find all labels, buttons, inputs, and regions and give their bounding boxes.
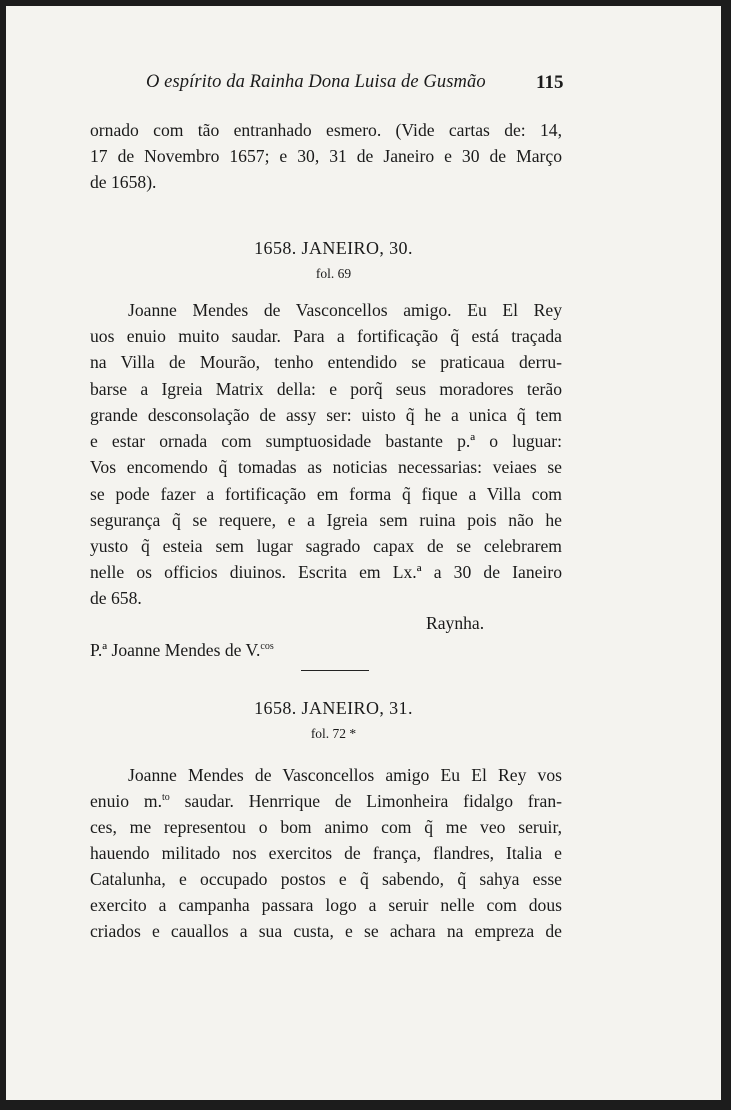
letter-line: criados e cauallos a sua custa, e se achara na empreza de: [90, 921, 562, 941]
letter-line: na Villa de Mourão, tenho entendido se praticaua derru-: [90, 352, 562, 372]
letter-date-heading: 1658. JANEIRO, 31.: [254, 698, 413, 718]
letter-line: Joanne Mendes de Vasconcellos amigo Eu El Rey vos: [128, 765, 562, 785]
letter-line: barse a Igreia Matrix della: e porq̃ seus moradores terão: [90, 379, 562, 399]
page-number: 115: [536, 72, 564, 93]
intro-line: 17 de Novembro 1657; e 30, 31 de Janeiro e 30 de Março: [90, 146, 562, 166]
addressee-abbrev: cos: [260, 641, 274, 653]
letter-line: Catalunha, e occupado postos e q̃ sabendo, q̃ sahya esse: [90, 869, 562, 889]
intro-line: de 1658).: [90, 172, 157, 192]
letter-line: uos enuio muito saudar. Para a fortificação q̃ está traçada: [90, 326, 562, 346]
letter-line: Vos encomendo q̃ tomadas as noticias necessarias: veiaes se: [90, 457, 562, 477]
letter-line: Joanne Mendes de Vasconcellos amigo. Eu El Rey: [128, 300, 562, 320]
letter-line: hauendo militado nos exercitos de frança, flandres, Italia e: [90, 843, 562, 863]
letter-line: exercito a campanha passara logo a seruir nelle com dous: [90, 895, 562, 915]
section-divider: [301, 670, 369, 671]
letter-line: ces, me representou o bom animo com q̃ me veo seruir,: [90, 817, 562, 837]
letter-line: se pode fazer a fortificação em forma q̃ fique a Villa com: [90, 484, 562, 504]
addressee: [90, 639, 562, 661]
letter-line: e estar ornada com sumptuosidade bastante p.ª o luguar:: [90, 431, 562, 451]
folio-reference: fol. 69: [315, 266, 352, 281]
letter-line-abbrev: to: [161, 792, 170, 804]
letter-line: yusto q̃ esteia sem lugar sagrado capax de se celebrarem: [90, 536, 562, 556]
letter-line: de 658.: [90, 588, 142, 608]
letter-line: [90, 790, 562, 812]
letter-line-part: saudar. Henrrique de Limonheira fidalgo fran-: [169, 791, 562, 811]
signature: Raynha.: [426, 613, 485, 633]
book-page: [6, 6, 721, 1100]
letter-line: grande desconsolação de assy ser: uisto q̃ he a unica q̃ tem: [90, 405, 562, 425]
letter-date-heading: 1658. JANEIRO, 30.: [254, 238, 413, 258]
letter-line: segurança q̃ se requere, e a Igreia sem ruina pois não he: [90, 510, 562, 530]
letter-line-part: enuio m.: [90, 791, 162, 811]
intro-line: ornado com tão entranhado esmero. (Vide cartas de: 14,: [90, 120, 562, 140]
folio-reference: fol. 72 *: [310, 726, 357, 741]
running-title: O espírito da Rainha Dona Luisa de Gusmão: [146, 72, 486, 92]
letter-line: nelle os officios diuinos. Escrita em Lx.ª a 30 de Ianeiro: [90, 562, 562, 582]
addressee-name: P.ª Joanne Mendes de V.: [90, 640, 261, 660]
page-header: [6, 68, 721, 96]
